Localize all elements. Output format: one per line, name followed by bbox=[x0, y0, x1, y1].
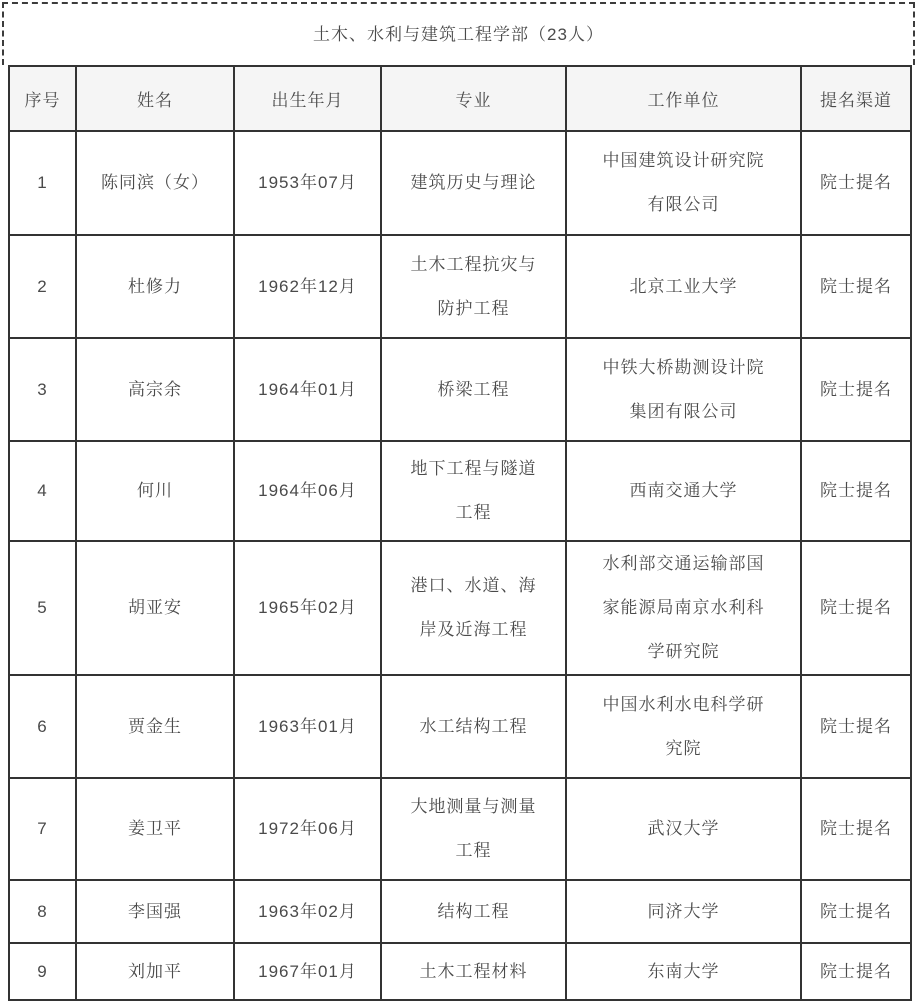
column-header-major: 专业 bbox=[381, 66, 566, 131]
column-header-index: 序号 bbox=[9, 66, 76, 131]
column-header-birth: 出生年月 bbox=[234, 66, 381, 131]
column-header-name: 姓名 bbox=[76, 66, 234, 131]
cell-index: 6 bbox=[9, 675, 76, 778]
cell-workunit: 北京工业大学 bbox=[566, 235, 801, 338]
cell-index: 9 bbox=[9, 943, 76, 1000]
header-row bbox=[9, 66, 911, 131]
cell-workunit: 中铁大桥勘测设计院集团有限公司 bbox=[566, 338, 801, 441]
cell-birth: 1965年02月 bbox=[234, 541, 381, 675]
cell-birth: 1964年06月 bbox=[234, 441, 381, 541]
cell-nomination: 院士提名 bbox=[801, 778, 911, 880]
cell-nomination: 院士提名 bbox=[801, 943, 911, 1000]
cell-birth: 1963年02月 bbox=[234, 880, 381, 943]
cell-nomination: 院士提名 bbox=[801, 338, 911, 441]
cell-major: 土木工程抗灾与防护工程 bbox=[381, 235, 566, 338]
cell-birth: 1963年01月 bbox=[234, 675, 381, 778]
cell-major: 桥梁工程 bbox=[381, 338, 566, 441]
cell-workunit: 同济大学 bbox=[566, 880, 801, 943]
cell-major: 结构工程 bbox=[381, 880, 566, 943]
cell-major: 土木工程材料 bbox=[381, 943, 566, 1000]
cell-name: 何川 bbox=[76, 441, 234, 541]
cell-index: 7 bbox=[9, 778, 76, 880]
table-row bbox=[9, 943, 911, 1000]
cell-workunit: 中国水利水电科学研究院 bbox=[566, 675, 801, 778]
cell-name: 李国强 bbox=[76, 880, 234, 943]
column-header-nomination: 提名渠道 bbox=[801, 66, 911, 131]
table-row bbox=[9, 880, 911, 943]
table-row bbox=[9, 541, 911, 675]
cell-nomination: 院士提名 bbox=[801, 441, 911, 541]
table-row bbox=[9, 338, 911, 441]
title-box bbox=[2, 2, 915, 65]
cell-index: 5 bbox=[9, 541, 76, 675]
table-row bbox=[9, 441, 911, 541]
cell-major: 港口、水道、海岸及近海工程 bbox=[381, 541, 566, 675]
cell-index: 3 bbox=[9, 338, 76, 441]
cell-birth: 1953年07月 bbox=[234, 131, 381, 235]
cell-nomination: 院士提名 bbox=[801, 880, 911, 943]
cell-workunit: 水利部交通运输部国家能源局南京水利科学研究院 bbox=[566, 541, 801, 675]
cell-nomination: 院士提名 bbox=[801, 131, 911, 235]
cell-nomination: 院士提名 bbox=[801, 675, 911, 778]
cell-nomination: 院士提名 bbox=[801, 235, 911, 338]
cell-name: 杜修力 bbox=[76, 235, 234, 338]
cell-major: 水工结构工程 bbox=[381, 675, 566, 778]
cell-birth: 1964年01月 bbox=[234, 338, 381, 441]
cell-name: 陈同滨（女） bbox=[76, 131, 234, 235]
cell-name: 胡亚安 bbox=[76, 541, 234, 675]
roster-table bbox=[8, 65, 912, 1001]
cell-major: 大地测量与测量工程 bbox=[381, 778, 566, 880]
column-header-workunit: 工作单位 bbox=[566, 66, 801, 131]
table-row bbox=[9, 778, 911, 880]
table-row bbox=[9, 675, 911, 778]
cell-name: 贾金生 bbox=[76, 675, 234, 778]
cell-major: 地下工程与隧道工程 bbox=[381, 441, 566, 541]
cell-workunit: 中国建筑设计研究院有限公司 bbox=[566, 131, 801, 235]
cell-index: 8 bbox=[9, 880, 76, 943]
cell-name: 姜卫平 bbox=[76, 778, 234, 880]
cell-index: 2 bbox=[9, 235, 76, 338]
section-title: 土木、水利与建筑工程学部（23人） bbox=[313, 25, 604, 44]
table-row bbox=[9, 131, 911, 235]
cell-workunit: 武汉大学 bbox=[566, 778, 801, 880]
cell-name: 刘加平 bbox=[76, 943, 234, 1000]
cell-index: 1 bbox=[9, 131, 76, 235]
table-row bbox=[9, 235, 911, 338]
cell-major: 建筑历史与理论 bbox=[381, 131, 566, 235]
cell-nomination: 院士提名 bbox=[801, 541, 911, 675]
table-header bbox=[9, 66, 911, 131]
cell-birth: 1967年01月 bbox=[234, 943, 381, 1000]
cell-name: 高宗余 bbox=[76, 338, 234, 441]
cell-workunit: 东南大学 bbox=[566, 943, 801, 1000]
cell-birth: 1972年06月 bbox=[234, 778, 381, 880]
cell-birth: 1962年12月 bbox=[234, 235, 381, 338]
table-body bbox=[9, 131, 911, 1000]
cell-index: 4 bbox=[9, 441, 76, 541]
cell-workunit: 西南交通大学 bbox=[566, 441, 801, 541]
